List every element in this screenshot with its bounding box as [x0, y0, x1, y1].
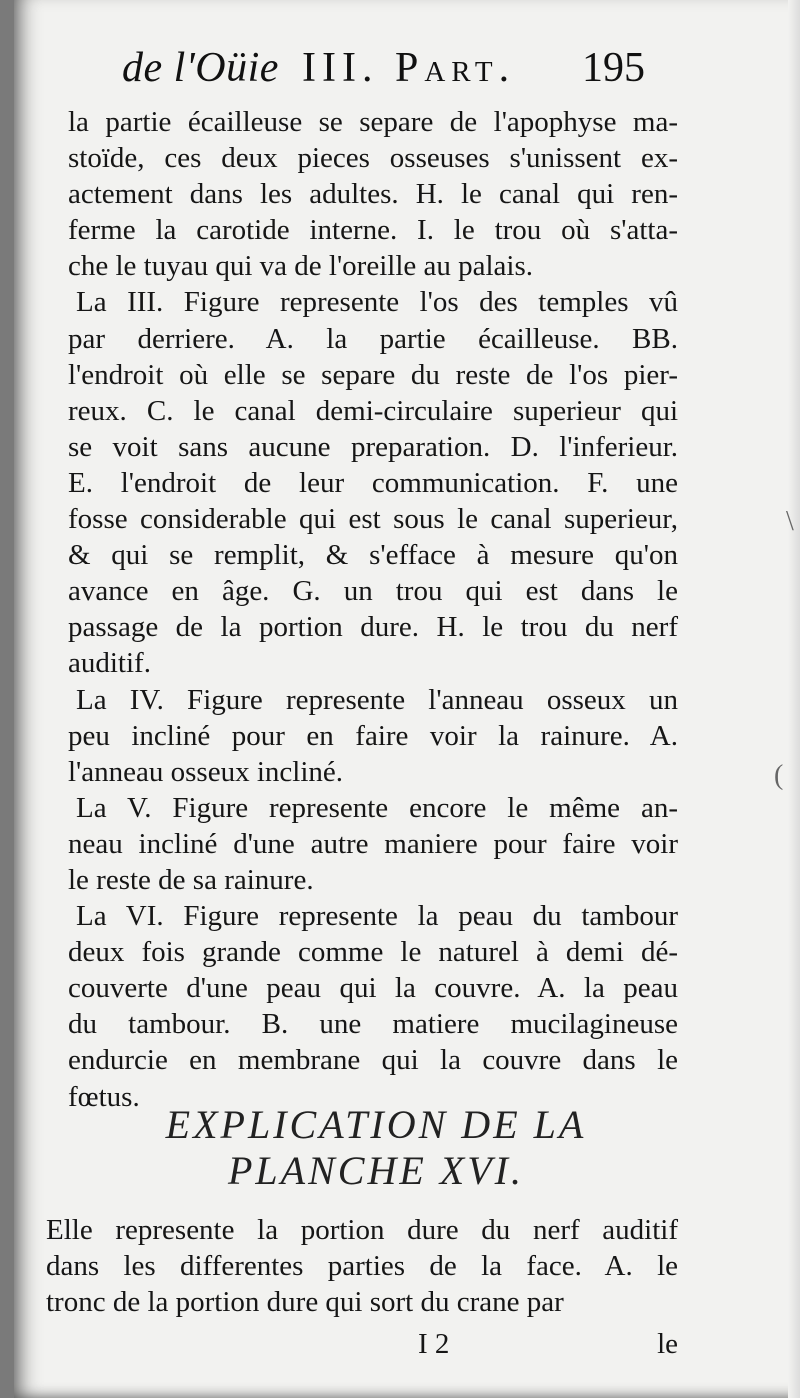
text-line: neau incliné d'une autre maniere pour faire voir: [68, 827, 678, 860]
page-header: [122, 44, 670, 104]
signature-mark: I 2: [418, 1328, 450, 1360]
text-line: tronc de la portion dure qui sort du crane par: [46, 1286, 564, 1319]
text-line: peu incliné pour en faire voir la rainure. A.: [68, 719, 678, 752]
text-line: E. l'endroit de leur communication. F. une: [68, 466, 678, 499]
text-line: che le tuyau qui va de l'oreille au palais.: [68, 250, 534, 283]
text-line: La III. Figure represente l'os des temples vû: [76, 286, 678, 319]
part-label: III. Part.: [302, 45, 516, 91]
section-title: [76, 1102, 676, 1194]
text-line: l'endroit où elle se separe du reste de l'os pier-: [68, 358, 678, 391]
text-line: se voit sans aucune preparation. D. l'inferieur.: [68, 430, 678, 463]
page-number: 195: [582, 45, 645, 91]
text-line: & qui se remplit, & s'efface à mesure qu'on: [68, 539, 678, 572]
text-line: du tambour. B. une matiere mucilagineuse: [68, 1008, 678, 1041]
text-line: la partie écailleuse se separe de l'apophyse ma-: [68, 106, 678, 138]
text-line: Elle represente la portion dure du nerf auditif: [46, 1214, 678, 1246]
text-line: le reste de sa rainure.: [68, 863, 314, 896]
page-edge: [788, 0, 800, 1398]
text-line: deux fois grande comme le naturel à demi dé-: [68, 936, 678, 969]
text-line: actement dans les adultes. H. le canal qui ren-: [68, 178, 678, 211]
section-title-line-1: EXPLICATION DE LA: [165, 1102, 587, 1147]
page-footer: [46, 1328, 678, 1364]
text-line: reux. C. le canal demi-circulaire superieur qui: [68, 394, 678, 427]
text-line: ferme la carotide interne. I. le trou où s'atta-: [68, 214, 678, 247]
text-line: auditif.: [68, 647, 151, 680]
catchword: le: [657, 1328, 678, 1360]
text-line: passage de la portion dure. H. le trou du nerf: [68, 611, 678, 644]
running-head: de l'Oüie: [122, 45, 279, 91]
text-line: La IV. Figure represente l'anneau osseux un: [76, 683, 678, 716]
text-line: fosse considerable qui est sous le canal superieur,: [68, 503, 678, 536]
book-page: [14, 0, 800, 1398]
body-text: [68, 104, 678, 1115]
section-text: [46, 1212, 678, 1320]
text-line: fœtus.: [68, 1080, 140, 1113]
margin-mark: (: [774, 760, 784, 791]
text-line: couverte d'une peau qui la couvre. A. la peau: [68, 972, 678, 1005]
section-title-line-2: PLANCHE XVI.: [228, 1148, 524, 1193]
text-line: stoïde, ces deux pieces osseuses s'unissent ex-: [68, 142, 678, 175]
text-line: avance en âge. G. un trou qui est dans le: [68, 575, 678, 608]
text-line: endurcie en membrane qui la couvre dans le: [68, 1044, 678, 1077]
text-line: La V. Figure represente encore le même an-: [76, 791, 678, 824]
margin-mark: \: [786, 506, 794, 537]
text-line: l'anneau osseux incliné.: [68, 755, 344, 788]
text-line: La VI. Figure represente la peau du tambour: [76, 900, 678, 933]
text-line: dans les differentes parties de la face. A. le: [46, 1250, 678, 1283]
text-line: par derriere. A. la partie écailleuse. BB.: [68, 322, 678, 355]
